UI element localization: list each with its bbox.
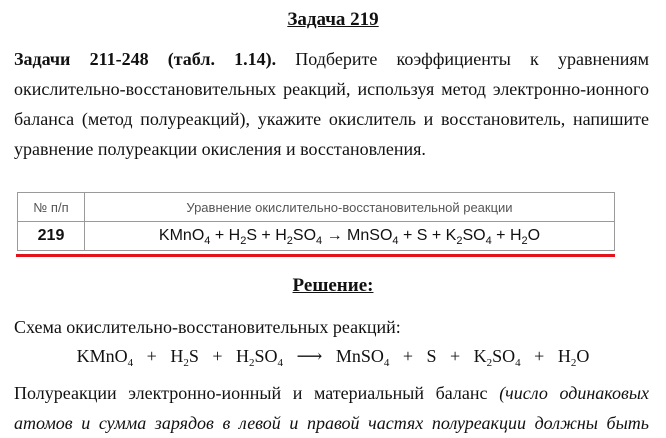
task-paragraph [14, 44, 649, 164]
solution-line1-normal: Полуреакции электронно-ионный и материальный баланс [14, 383, 488, 403]
scheme-equation [0, 346, 666, 367]
table-row [18, 222, 615, 251]
solution-paragraph [14, 378, 649, 438]
table-header-row [18, 193, 615, 222]
task-line-1 [14, 44, 649, 74]
solution-line-1 [14, 378, 649, 408]
header-number: № п/п [18, 193, 85, 222]
scheme-equation-text: KMnO$_4$ + $H_2S + H_2SO_4$ ⟶ MnSO$_4$ + $S + K_2SO_4 + H_2O$ [76, 346, 590, 369]
task-bold-prefix: Задачи 211-248 (табл. 1.14). [14, 49, 277, 69]
solution-heading: Решение: [292, 275, 374, 296]
solution-line1-italic: (число одинаковых [499, 383, 649, 403]
row-number: 219 [18, 222, 85, 251]
page-title: Задача 219 [287, 9, 379, 30]
task-line-2: окислительно-восстановительных реакций, используя метод электронно-ионного [14, 79, 649, 99]
red-underline [16, 254, 615, 257]
row-equation [85, 222, 615, 251]
task-line-4: уравнение полуреакции окисления и восстановления. [14, 139, 426, 159]
table-equation-text: KMnO$_4$ + $H_2S + H_2SO_4$ → MnSO$_4$ + $S + K_2SO_4 + H_2O$ [158, 227, 541, 247]
header-equation: Уравнение окислительно-восстановительной реакции [85, 193, 615, 222]
task-line1-text: Подберите коэффициенты к уравнениям [295, 49, 650, 69]
scheme-label: Схема окислительно-восстановительных реакций: [14, 317, 401, 337]
task-line-3: баланса (метод полуреакций), укажите окислитель и восстановитель, напишите [14, 109, 649, 129]
solution-line-2: атомов и сумма зарядов в левой и правой частях полуреакции должны быть [14, 413, 649, 433]
reaction-table [17, 192, 615, 251]
